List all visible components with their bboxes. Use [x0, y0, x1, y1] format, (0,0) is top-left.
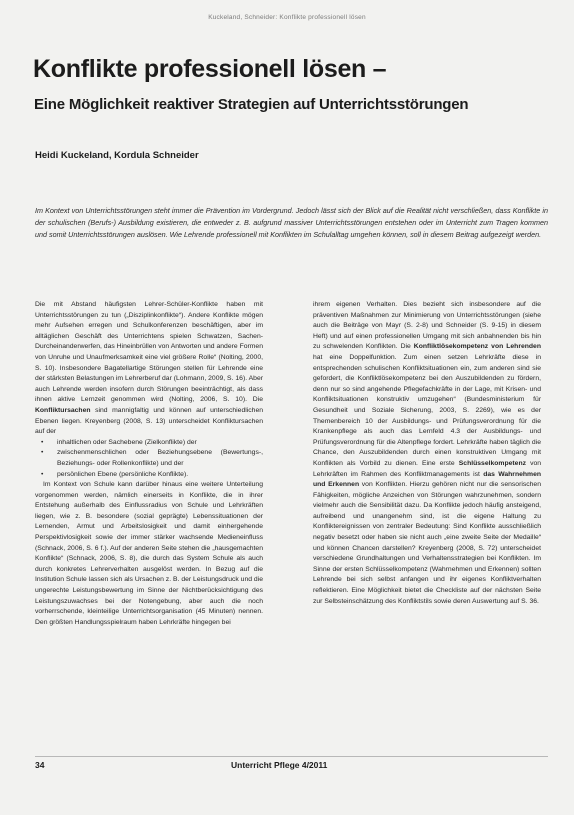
- footer-divider: [35, 756, 548, 757]
- list-item: • persönlichen Ebene (persönliche Konflikte).: [35, 470, 263, 481]
- abstract: Im Kontext von Unterrichtsstörungen steht immer die Prävention im Vordergrund. Jedoch lässt sich der Blick auf die Realität nicht verschließen, dass Konflikte in der schulischen (Berufs-) Ausbildung existieren, die entweder z. B. aufgrund massiver Unterrichtsstörungen entstehen oder im Unterricht zum Tragen kommen und somit Unterrichtsstörungen auslösen. Wie Lehrende professionell mit Konflikten im Schulalltag umgehen können, soll in diesem Beitrag aufgezeigt werden.: [35, 206, 548, 240]
- article-subtitle: Eine Möglichkeit reaktiver Strategien auf Unterrichtsstörungen: [34, 96, 469, 113]
- right-paragraph-1-text: ihrem eigenen Verhalten. Dies bezieht sich insbesondere auf die präventiven Maßnahmen zur Minimierung von Unterrichtsstörungen (siehe auch die Beiträge von Mayr (S. 2-8) und Schneider (S. 9-15) in diesem Heft) und auf einen professionellen Umgang mit sich anbahnenden bis hin zu schwelenden Konflikten. Die: [313, 301, 541, 351]
- list-item: • inhaltlichen oder Sachebene (Zielkonflikte) der: [35, 438, 263, 449]
- cause-levels-list: [35, 438, 263, 480]
- right-paragraph-1-mid2: von Lehrkräften im Rahmen des Konfliktmanagements ist: [313, 459, 542, 478]
- right-paragraph-1-end: von Konflikten. Hierzu gehören nicht nur die sensorischen Fähigkeiten, mögliche Anzeichen von Störungen wahrzunehmen, sondern vielmehr auch die Sensibilität dazu. Da Konflikte jedoch häufig ansteigend, aufreibend und unangenehm sind, ist die eigene Haltung zu Konfliktereignissen von zentraler Bedeutung: Sind Konflikte ausschließlich negativ besetzt oder haben sie nicht auch „eine zweite Seite der Medaille“ und können Chancen darstellen? Kreyenberg (2008, S. 72) unterscheidet verschiedene Grundhaltungen und Verhaltensstrategien bei Konflikten. Im Sinne der ersten Schlüsselkompetenz (Wahrnehmen und Erkennen) sollten Lehrende bei sich selbst anfangen und ihr eigenes Konfliktverhalten reflektieren. Eine Möglichkeit bietet die Checkliste auf der nächsten Seite zur Selbsteinschätzung des Konfliktstils sowie deren Auswertung auf S. 36.: [313, 481, 541, 605]
- left-column: [35, 300, 263, 628]
- right-column: [313, 300, 541, 607]
- left-paragraph-1-end: sind mannigfaltig und können auf unterschiedlichen Ebenen liegen. Kreyenberg (2008, S. 13) unterscheidet Konfliktursachen auf der: [35, 406, 263, 436]
- keyword-konfliktursachen: Konfliktursachen: [35, 406, 91, 414]
- right-paragraph-1: [313, 300, 541, 607]
- running-head: Kuckeland, Schneider: Konflikte professionell lösen: [208, 14, 366, 21]
- keyword-wahrnehmen-erkennen: das Wahrnehmen und Erkennen: [313, 470, 541, 489]
- list-item: • zwischenmenschlichen oder Beziehungsebene (Bewertungs-, Beziehungs- oder Rollenkonflikte) und der: [35, 448, 263, 469]
- left-paragraph-2: Im Kontext von Schule kann darüber hinaus eine weitere Unterteilung vorgenommen werden, nämlich einerseits in Konflikte, die in ihrer Entstehung außerhalb des Einflussradius von Schule und Lehrkräften liegen, wie z. B. besondere (sozial geprägte) Lebenssituationen der Lernenden, Armut und Arbeitslosigkeit und damit einhergehende Perspektivlosigkeit sowie der immer stärker wachsende Medieneinfluss (Schnack, 2006, S. 6 f.). Auf der anderen Seite stehen die „hausgemachten Konflikte“ (Schnack, 2006, S. 8), die durch das System Schule als auch durch konkretes Lehrerverhalten ausgelöst werden. In Bezug auf die Institution Schule lassen sich als Ursachen z. B. der Leistungsdruck und die ungerechte Leistungsbewertung im Sinne der Nichtberücksichtigung des Leistungszuwachses bei der Notengebung, aber auch die noch vorherrschende, kleinteilige Unterrichtsorganisation (45 Minuten) nennen. Den größten Handlungsspielraum haben Lehrkräfte hingegen bei: [35, 481, 263, 626]
- left-paragraph-1-text: Die mit Abstand häufigsten Lehrer-Schüler-Konflikte haben mit Unterrichtsstörungen zu tun („Disziplinkonflikte“). Andere Konflikte mögen mehr Aufsehen erregen und Schulkonferenzen beschäftigen, aber im alltäglichen Geschäft des Unterrichtens spielen Schwatzen, Sachen-Durcheinanderwerfen, das Hineinbrüllen von Antworten und andere Formen von Unruhe und Unaufmerksamkeit eine viel größere Rolle“ (Nolting, 2000, S. 10). Insbesondere Bagatellartige Störungen stellen für Lehrende eine der stärksten Belastungen im Lehrerberuf dar (Lohmann, 2009, S. 16). Aber auch Lehrende werden insofern durch Störungen beeinträchtigt, als dass ihnen aktive Lernzeit genommen wird (Nolting, 2006, S. 10). Die: [35, 301, 263, 404]
- right-paragraph-1-mid: hat eine Doppelfunktion. Zum einen setzen Lehrkräfte diese in entsprechenden schulischen Konfliktsituationen ein, zum anderen sind sie gefordert, die Konfliktlösekompetenz bei den Auszubildenden zu fördern, denn nur so sind angehende Pflegefachkräfte in der Lage, mit Krisen- und Konfliktsituationen konstruktiv umzugehen“ (Bundesministerium für Gesundheit und Soziale Sicherung, 2003, S. 2269), wie es der Themenbereich 10 der Ausbildungs- und Prüfungsverordnung für die Krankenpflege als auch das Lernfeld 4.3 der Ausbildungs- und Prüfungsverordnung für die Altenpflege fordert. Lehrkräfte haben täglich die Chance, den Auszubildenden durch einen konstruktiven Umgang mit Konflikten als Vorbild zu dienen. Eine erste: [313, 353, 541, 467]
- keyword-konfliktloesekompetenz: Konfliktlösekompetenz von Lehrenden: [413, 343, 541, 351]
- keyword-schluesselkompetenz: Schlüsselkompetenz: [458, 459, 527, 467]
- journal-issue: Unterricht Pflege 4/2011: [231, 760, 328, 770]
- author-line: Heidi Kuckeland, Kordula Schneider: [35, 150, 199, 161]
- page-number: 34: [35, 760, 45, 770]
- left-paragraph-1: [35, 300, 263, 438]
- article-title: Konflikte professionell lösen –: [33, 55, 387, 83]
